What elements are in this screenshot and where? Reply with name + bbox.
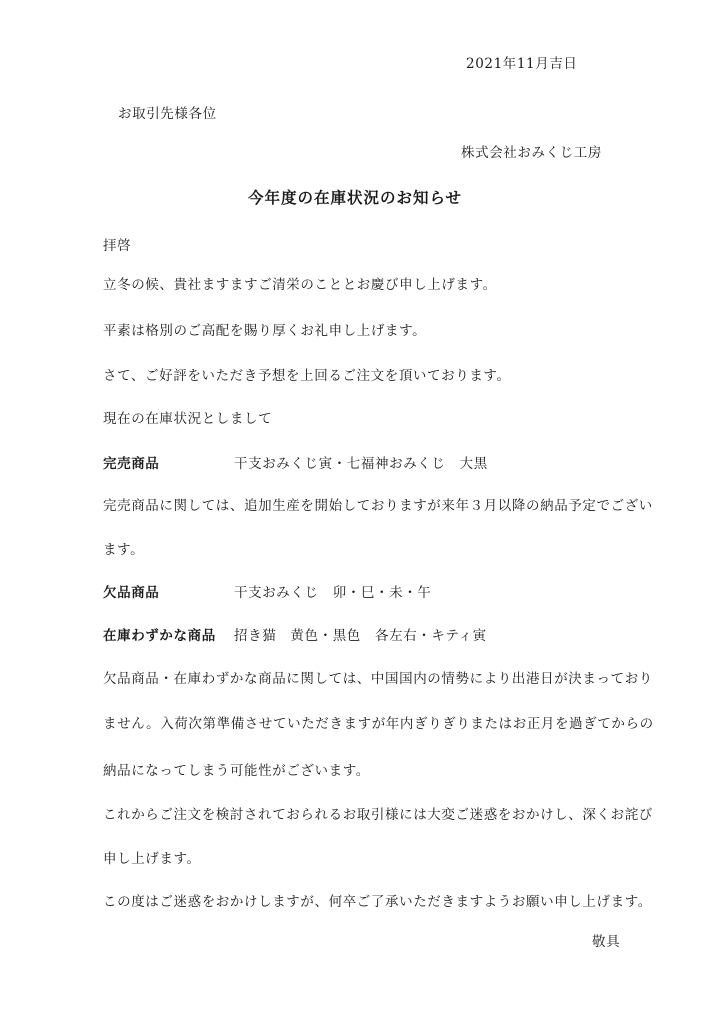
lowstock-items: 招き猫 黄色・黒色 各左右・キティ寅 [234,628,487,644]
delay-line-3: 納品になってしまう可能性がございます。 [103,763,370,779]
lowstock-label: 在庫わずかな商品 [103,628,216,644]
paragraph-seasonal-greeting: 立冬の候、貴社ますますご清栄のこととお慶び申し上げます。 [103,277,497,293]
paragraph-stock-intro: 現在の在庫状況としまして [103,411,273,427]
letter-date: 2021年11月吉日 [466,56,578,72]
closing-request: この度はご迷惑をおかけしますが、何卒ご了承いただきますようお願い申し上げます。 [103,894,652,910]
recipient: お取引先様各位 [118,106,217,122]
delay-line-1: 欠品商品・在庫わずかな商品に関しては、中国国内の情勢により出港日が決まっており [103,671,653,687]
delay-line-2: ません。入荷次第準備させていただきますが年内ぎりぎりまたはお正月を過ぎてからの [103,716,654,732]
apology-line-1: これからご注文を検討されておられるお取引様には大変ご迷惑をおかけし、深くお詫び [103,807,653,823]
paragraph-thanks: 平素は格別のご高配を賜り厚くお礼申し上げます。 [103,323,427,339]
soldout-label: 完売商品 [103,456,160,472]
missing-items: 干支おみくじ 卯・巳・未・午 [234,585,432,601]
closing-salutation: 敬具 [592,934,621,950]
soldout-items: 干支おみくじ寅・七福神おみくじ 大黒 [234,456,488,472]
soldout-note-line-2: ます。 [103,542,145,558]
missing-label: 欠品商品 [103,585,160,601]
opening-salutation: 拝啓 [103,238,132,254]
sender-company: 株式会社おみくじ工房 [461,145,602,161]
soldout-note-line-1: 完売商品に関しては、追加生産を開始しておりますが来年３月以降の納品予定でござい [103,498,653,514]
document-title: 今年度の在庫状況のお知らせ [248,188,463,207]
paragraph-orders: さて、ご好評をいただき予想を上回るご注文を頂いております。 [103,368,511,384]
apology-line-2: 申し上げます。 [103,851,201,867]
